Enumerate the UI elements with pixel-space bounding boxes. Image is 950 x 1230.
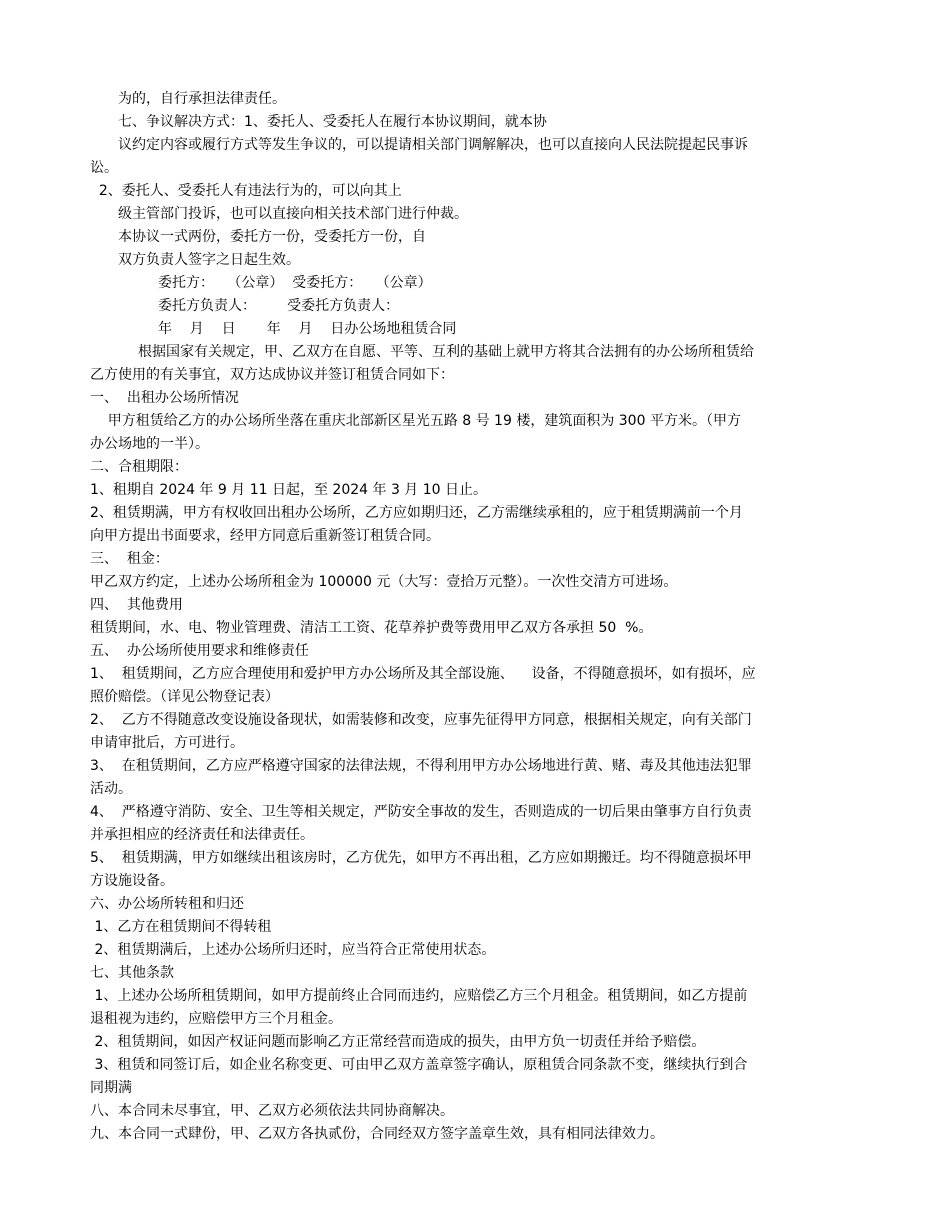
text-line: 5、 租赁期满，甲方如继续出租该房时，乙方优先，如甲方不再出租，乙方应如期搬迁。均不得随意损坏甲	[90, 850, 752, 866]
text-line: 活动。	[90, 781, 132, 797]
section-heading: 三、 租金：	[90, 551, 169, 567]
section-heading: 一、 出租办公场所情况	[90, 390, 239, 406]
section-heading: 二、合租期限：	[90, 459, 188, 475]
text-line: 1、上述办公场所租赁期间，如甲方提前终止合同而违约，应赔偿乙方三个月租金。租赁期间，如乙方提前	[90, 988, 748, 1004]
text-line: 2、 乙方不得随意改变设施设备现状，如需装修和改变，应事先征得甲方同意，根据相关规定，向有关部门	[90, 712, 752, 728]
text-line: 甲方租赁给乙方的办公场所坐落在重庆北部新区星光五路 8 号 19 楼，建筑面积为 300 平方米。（甲方	[90, 413, 741, 429]
text-line: 九、本合同一式肆份，甲、乙双方各执贰份，合同经双方签字盖章生效，具有相同法律效力。	[90, 1126, 664, 1142]
text-line: 讼。	[90, 160, 118, 176]
text-line: 双方负责人签字之日起生效。	[118, 252, 300, 268]
text-line: 3、 在租赁期间，乙方应严格遵守国家的法律法规，不得利用甲方办公场地进行黄、赌、毒及其他违法犯罪	[90, 758, 752, 774]
text-line: 1、 租赁期间，乙方应合理使用和爱护甲方办公场所及其全部设施、 设备，不得随意损坏，如有损坏，应	[90, 666, 756, 682]
text-line: 级主管部门投诉，也可以直接向相关技术部门进行仲裁。	[118, 206, 468, 222]
signature-line: 委托方： （公章） 受委托方： （公章）	[158, 275, 432, 291]
text-line: 乙方使用的有关事宜，双方达成协议并签订租赁合同如下：	[90, 367, 454, 383]
section-heading: 六、办公场所转租和归还	[90, 896, 244, 912]
text-line: 租赁期间，水、电、物业管理费、清洁工工资、花草养护费等费用甲乙双方各承担 50 %。	[90, 620, 653, 636]
text-line: 2、租赁期间，如因产权证问题而影响乙方正常经营而造成的损失，由甲方负一切责任并给予赔偿。	[90, 1034, 706, 1050]
text-line: 退租视为违约，应赔偿甲方三个月租金。	[90, 1011, 342, 1027]
section-heading: 五、 办公场所使用要求和维修责任	[90, 643, 309, 659]
text-line: 甲乙双方约定，上述办公场所租金为 100000 元（大写：壹拾万元整）。一次性交清方可进场。	[90, 574, 678, 590]
text-line: 2、委托人、受委托人有违法行为的，可以向其上	[90, 183, 402, 199]
text-line: 方设施设备。	[90, 873, 174, 889]
text-line: 并承担相应的经济责任和法律责任。	[90, 827, 314, 843]
section-heading: 七、其他条款	[90, 965, 174, 981]
text-line: 2、租赁期满，甲方有权收回出租办公场所，乙方应如期归还，乙方需继续承租的，应于租赁期满前一个月	[90, 505, 743, 521]
text-line: 为的，自行承担法律责任。	[118, 91, 286, 107]
signature-line: 委托方负责人： 受委托方负责人：	[158, 298, 400, 314]
text-line: 1、乙方在租赁期间不得转租	[90, 919, 272, 935]
text-line: 根据国家有关规定，甲、乙双方在自愿、平等、互利的基础上就甲方将其合法拥有的办公场所租赁给	[138, 344, 754, 360]
text-line: 1、租期自 2024 年 9 月 11 日起，至 2024 年 3 月 10 日止。	[90, 482, 488, 498]
text-line: 七、争议解决方式：1、委托人、受委托人在履行本协议期间，就本协	[118, 114, 547, 130]
text-line: 2、租赁期满后，上述办公场所归还时，应当符合正常使用状态。	[90, 942, 496, 958]
section-heading: 四、 其他费用	[90, 597, 183, 613]
text-line: 同期满	[90, 1080, 132, 1096]
text-line: 3、租赁和同签订后，如企业名称变更、可由甲乙双方盖章签字确认，原租赁合同条款不变，继续执行到合	[90, 1057, 748, 1073]
date-line: 年 月 日 年 月 日办公场地租赁合同	[158, 321, 457, 337]
text-line: 议约定内容或履行方式等发生争议的，可以提请相关部门调解解决，也可以直接向人民法院提起民事诉	[118, 137, 748, 153]
text-line: 办公场地的一半）。	[90, 436, 209, 452]
text-line: 4、 严格遵守消防、安全、卫生等相关规定，严防安全事故的发生，否则造成的一切后果由肇事方自行负责	[90, 804, 752, 820]
text-line: 申请审批后，方可进行。	[90, 735, 244, 751]
text-line: 向甲方提出书面要求，经甲方同意后重新签订租赁合同。	[90, 528, 440, 544]
text-line: 本协议一式两份，委托方一份，受委托方一份，自	[118, 229, 426, 245]
text-line: 照价赔偿。（详见公物登记表）	[90, 689, 279, 705]
text-line: 八、本合同未尽事宜，甲、乙双方必须依法共同协商解决。	[90, 1103, 454, 1119]
